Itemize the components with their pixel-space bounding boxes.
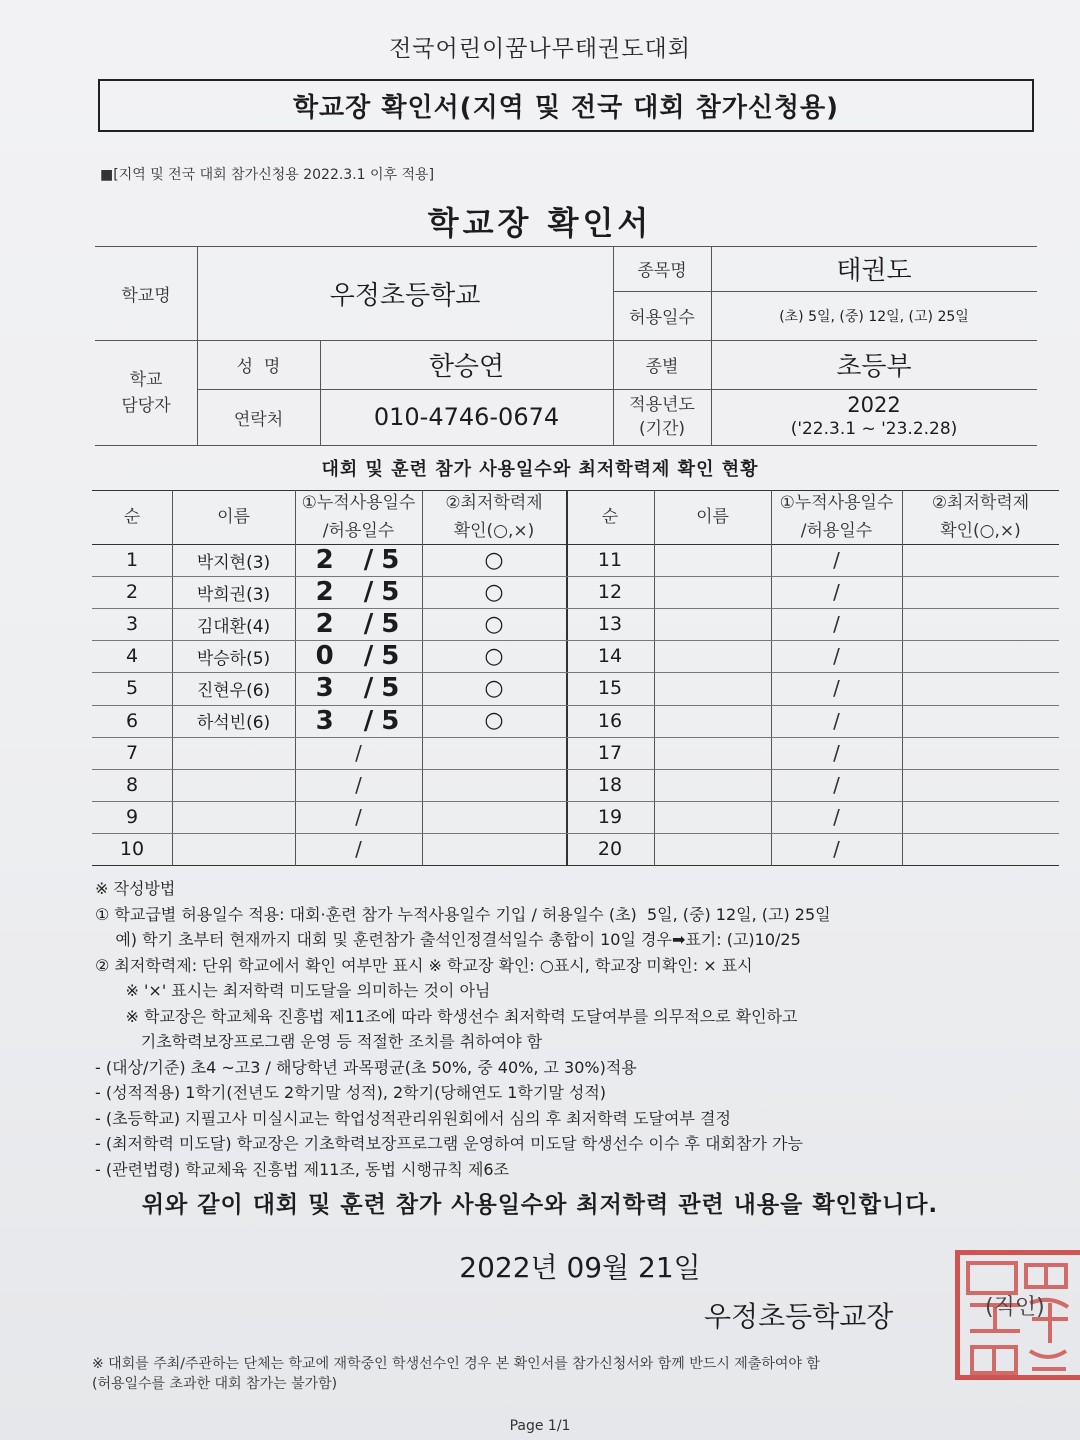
name-label: 성 명 bbox=[236, 357, 281, 377]
row-days-right: / bbox=[833, 548, 840, 573]
allowed-days: 5 bbox=[381, 609, 402, 640]
row-no: 2 bbox=[125, 581, 139, 604]
allowed-value: (초) 5일, (중) 12일, (고) 25일 bbox=[779, 308, 969, 325]
row-check: ○ bbox=[484, 547, 504, 573]
row-days bbox=[295, 769, 422, 801]
contact-label: 연락처 bbox=[233, 409, 284, 430]
row-name: 하석빈(6) bbox=[196, 713, 271, 734]
row-no-right: 13 bbox=[597, 613, 623, 636]
instruction-line: 예) 학기 초부터 현재까지 대회 및 훈련참가 출석인정결석일수 총합이 10일 경우➡표기: (고)10/25 bbox=[95, 930, 801, 949]
instruction-line: ※ '×' 표시는 최저학력 미도달을 의미하는 것이 아님 bbox=[95, 981, 491, 1000]
row-days bbox=[295, 705, 422, 737]
usage-table bbox=[92, 490, 1059, 866]
instruction-line: ② 최저학력제: 단위 학교에서 확인 여부만 표시 ※ 학교장 확인: ○표시, 학교장 미확인: × 표시 bbox=[95, 955, 753, 975]
row-check: ○ bbox=[484, 611, 504, 637]
days-slash: / bbox=[355, 772, 362, 797]
section-title: 대회 및 훈련 참가 사용일수와 최저학력제 확인 현황 bbox=[321, 459, 759, 480]
row-check bbox=[422, 769, 566, 801]
used-days: 2 bbox=[315, 545, 336, 576]
apply-note: ■[지역 및 전국 대회 참가신청용 2022.3.1 이후 적용] bbox=[100, 167, 435, 183]
row-name: 박지현(3) bbox=[196, 552, 271, 573]
allowed-label: 허용일수 bbox=[629, 308, 695, 328]
instruction-line: - (성적적용) 1학기(전년도 2학기말 성적), 2학기(당해연도 1학기말 성적) bbox=[95, 1083, 607, 1102]
instruction-line: ※ 작성방법 bbox=[95, 879, 176, 898]
seal-label: (직인) bbox=[985, 1295, 1045, 1320]
header-check-left: ②최저학력제 확인(○,×) bbox=[445, 493, 543, 541]
days-slash: / bbox=[363, 705, 376, 736]
row-no-right: 14 bbox=[597, 645, 623, 668]
allowed-days: 5 bbox=[381, 705, 402, 736]
row-check bbox=[422, 801, 566, 833]
row-days-right: / bbox=[833, 644, 840, 669]
row-no: 10 bbox=[119, 837, 145, 860]
row-name bbox=[172, 833, 295, 865]
days-slash: / bbox=[355, 740, 362, 765]
row-no: 1 bbox=[125, 549, 139, 572]
row-days bbox=[295, 608, 422, 640]
row-no: 5 bbox=[125, 677, 139, 700]
row-days bbox=[295, 833, 422, 865]
date: 2022년 09월 21일 bbox=[459, 1251, 701, 1284]
header-name-left: 이름 bbox=[217, 507, 250, 527]
row-days-right: / bbox=[833, 740, 840, 765]
row-name: 박승하(5) bbox=[196, 648, 271, 669]
year-label: 적용년도 (기간) bbox=[629, 395, 695, 439]
row-no: 3 bbox=[125, 613, 139, 636]
days-slash: / bbox=[363, 609, 376, 640]
days-slash: / bbox=[363, 545, 376, 576]
row-no-right: 11 bbox=[597, 549, 623, 572]
used-days: 3 bbox=[315, 673, 336, 704]
row-days bbox=[295, 640, 422, 672]
row-days-right: / bbox=[833, 612, 840, 637]
year-period: ('22.3.1 ~ '23.2.28) bbox=[790, 419, 958, 439]
year-value: 2022 bbox=[847, 393, 901, 417]
days-slash: / bbox=[363, 641, 376, 672]
header-days-left: ①누적사용일수 /허용일수 bbox=[301, 493, 416, 541]
row-no-right: 19 bbox=[597, 805, 623, 828]
doc-title: 학교장 확인서 bbox=[427, 204, 653, 242]
allowed-days: 5 bbox=[381, 641, 402, 672]
used-days: 2 bbox=[315, 609, 336, 640]
row-days-right: / bbox=[833, 836, 840, 861]
row-no-right: 15 bbox=[597, 677, 623, 700]
row-no-right: 17 bbox=[597, 741, 623, 764]
row-days-right: / bbox=[833, 580, 840, 605]
page-number: Page 1/1 bbox=[509, 1418, 571, 1434]
row-days-right: / bbox=[833, 804, 840, 829]
instruction-line: ※ 학교장은 학교체육 진흥법 제11조에 따라 학생선수 최저학력 도달여부를 의무적으로 확인하고 bbox=[95, 1006, 798, 1026]
instruction-line: - (대상/기준) 초4 ~고3 / 해당학년 과목평균(초 50%, 중 40%, 고 30%)적용 bbox=[95, 1057, 637, 1077]
header-check-right: ②최저학력제 확인(○,×) bbox=[931, 493, 1030, 541]
row-name: 김대환(4) bbox=[196, 616, 271, 637]
row-no-right: 20 bbox=[597, 837, 623, 860]
row-days bbox=[295, 576, 422, 608]
school-value: 우정초등학교 bbox=[329, 280, 481, 311]
header-no-right: 순 bbox=[601, 507, 619, 527]
row-no: 7 bbox=[125, 741, 139, 764]
row-check: ○ bbox=[484, 708, 504, 734]
school-label: 학교명 bbox=[121, 285, 171, 306]
info-grid bbox=[95, 246, 1037, 446]
row-no: 8 bbox=[125, 773, 139, 796]
footer-line-2: (허용일수를 초과한 대회 참가는 불가함) bbox=[92, 1376, 338, 1392]
days-slash: / bbox=[363, 577, 376, 608]
header-name-right: 이름 bbox=[696, 507, 729, 527]
row-no-right: 12 bbox=[597, 581, 623, 604]
days-slash: / bbox=[355, 804, 362, 829]
instruction-line: ① 학교급별 허용일수 적용: 대회·훈련 참가 누적사용일수 기입 / 허용일수 (초) 5일, (중) 12일, (고) 25일 bbox=[95, 904, 831, 924]
contact-value: 010-4746-0674 bbox=[373, 403, 560, 431]
instruction-line: - (최저학력 미도달) 학교장은 기초학력보장프로그램 운영하여 미도달 학생선수 이수 후 대회참가 가능 bbox=[95, 1134, 803, 1153]
row-check bbox=[422, 833, 566, 865]
row-name bbox=[172, 737, 295, 769]
header-no-left: 순 bbox=[123, 507, 141, 527]
instruction-line: - (관련법령) 학교체육 진흥법 제11조, 동법 시행규칙 제6조 bbox=[95, 1159, 510, 1179]
division-label: 종별 bbox=[645, 357, 679, 377]
row-name: 진현우(6) bbox=[196, 680, 271, 701]
title-box: 학교장 확인서(지역 및 전국 대회 참가신청용) bbox=[98, 79, 1034, 132]
row-check: ○ bbox=[484, 579, 504, 605]
row-check bbox=[422, 737, 566, 769]
row-days-right: / bbox=[833, 708, 840, 733]
used-days: 0 bbox=[315, 641, 336, 672]
allowed-days: 5 bbox=[381, 577, 402, 608]
row-days bbox=[295, 672, 422, 704]
division-value: 초등부 bbox=[836, 352, 912, 382]
row-days bbox=[295, 737, 422, 769]
name-value: 한승연 bbox=[428, 352, 505, 382]
year-cell bbox=[711, 389, 1037, 445]
days-slash: / bbox=[355, 836, 362, 861]
days-slash: / bbox=[363, 673, 376, 704]
event-title: 전국어린이꿈나무태권도대회 bbox=[389, 36, 691, 62]
header-days-right: ①누적사용일수 /허용일수 bbox=[779, 493, 894, 541]
principal-name: 우정초등학교장 bbox=[704, 1300, 894, 1333]
row-check: ○ bbox=[484, 675, 504, 701]
manager-label: 학교 담당자 bbox=[121, 370, 171, 416]
instruction-line: 기초학력보장프로그램 운영 등 적절한 조치를 취하여야 함 bbox=[95, 1032, 543, 1051]
used-days: 2 bbox=[315, 577, 336, 608]
allowed-days: 5 bbox=[381, 545, 402, 576]
sport-label: 종목명 bbox=[637, 261, 687, 281]
row-days-right: / bbox=[833, 676, 840, 701]
allowed-days: 5 bbox=[381, 673, 402, 704]
footer-line-1: ※ 대회를 주최/주관하는 단체는 학교에 재학중인 학생선수인 경우 본 확인서를 참가신청서와 함께 반드시 제출하여야 함 bbox=[92, 1356, 820, 1372]
row-no: 4 bbox=[125, 645, 139, 668]
row-name: 박희권(3) bbox=[196, 584, 271, 605]
footer-note bbox=[92, 1354, 820, 1394]
used-days: 3 bbox=[315, 705, 336, 736]
row-days bbox=[295, 544, 422, 576]
row-no-right: 18 bbox=[597, 773, 623, 796]
confirm-text: 위와 같이 대회 및 훈련 참가 사용일수와 최저학력 관련 내용을 확인합니다. bbox=[141, 1192, 939, 1218]
row-no-right: 16 bbox=[597, 709, 623, 732]
sport-value: 태권도 bbox=[836, 256, 912, 286]
row-check: ○ bbox=[484, 643, 504, 669]
row-name bbox=[172, 801, 295, 833]
instruction-line: - (초등학교) 지필고사 미실시교는 학업성적관리위원회에서 심의 후 최저학력 도달여부 결정 bbox=[95, 1108, 731, 1128]
row-days-right: / bbox=[833, 772, 840, 797]
instructions bbox=[95, 876, 1065, 1182]
row-days bbox=[295, 801, 422, 833]
row-no: 6 bbox=[125, 709, 139, 732]
row-no: 9 bbox=[125, 805, 139, 828]
row-name bbox=[172, 769, 295, 801]
